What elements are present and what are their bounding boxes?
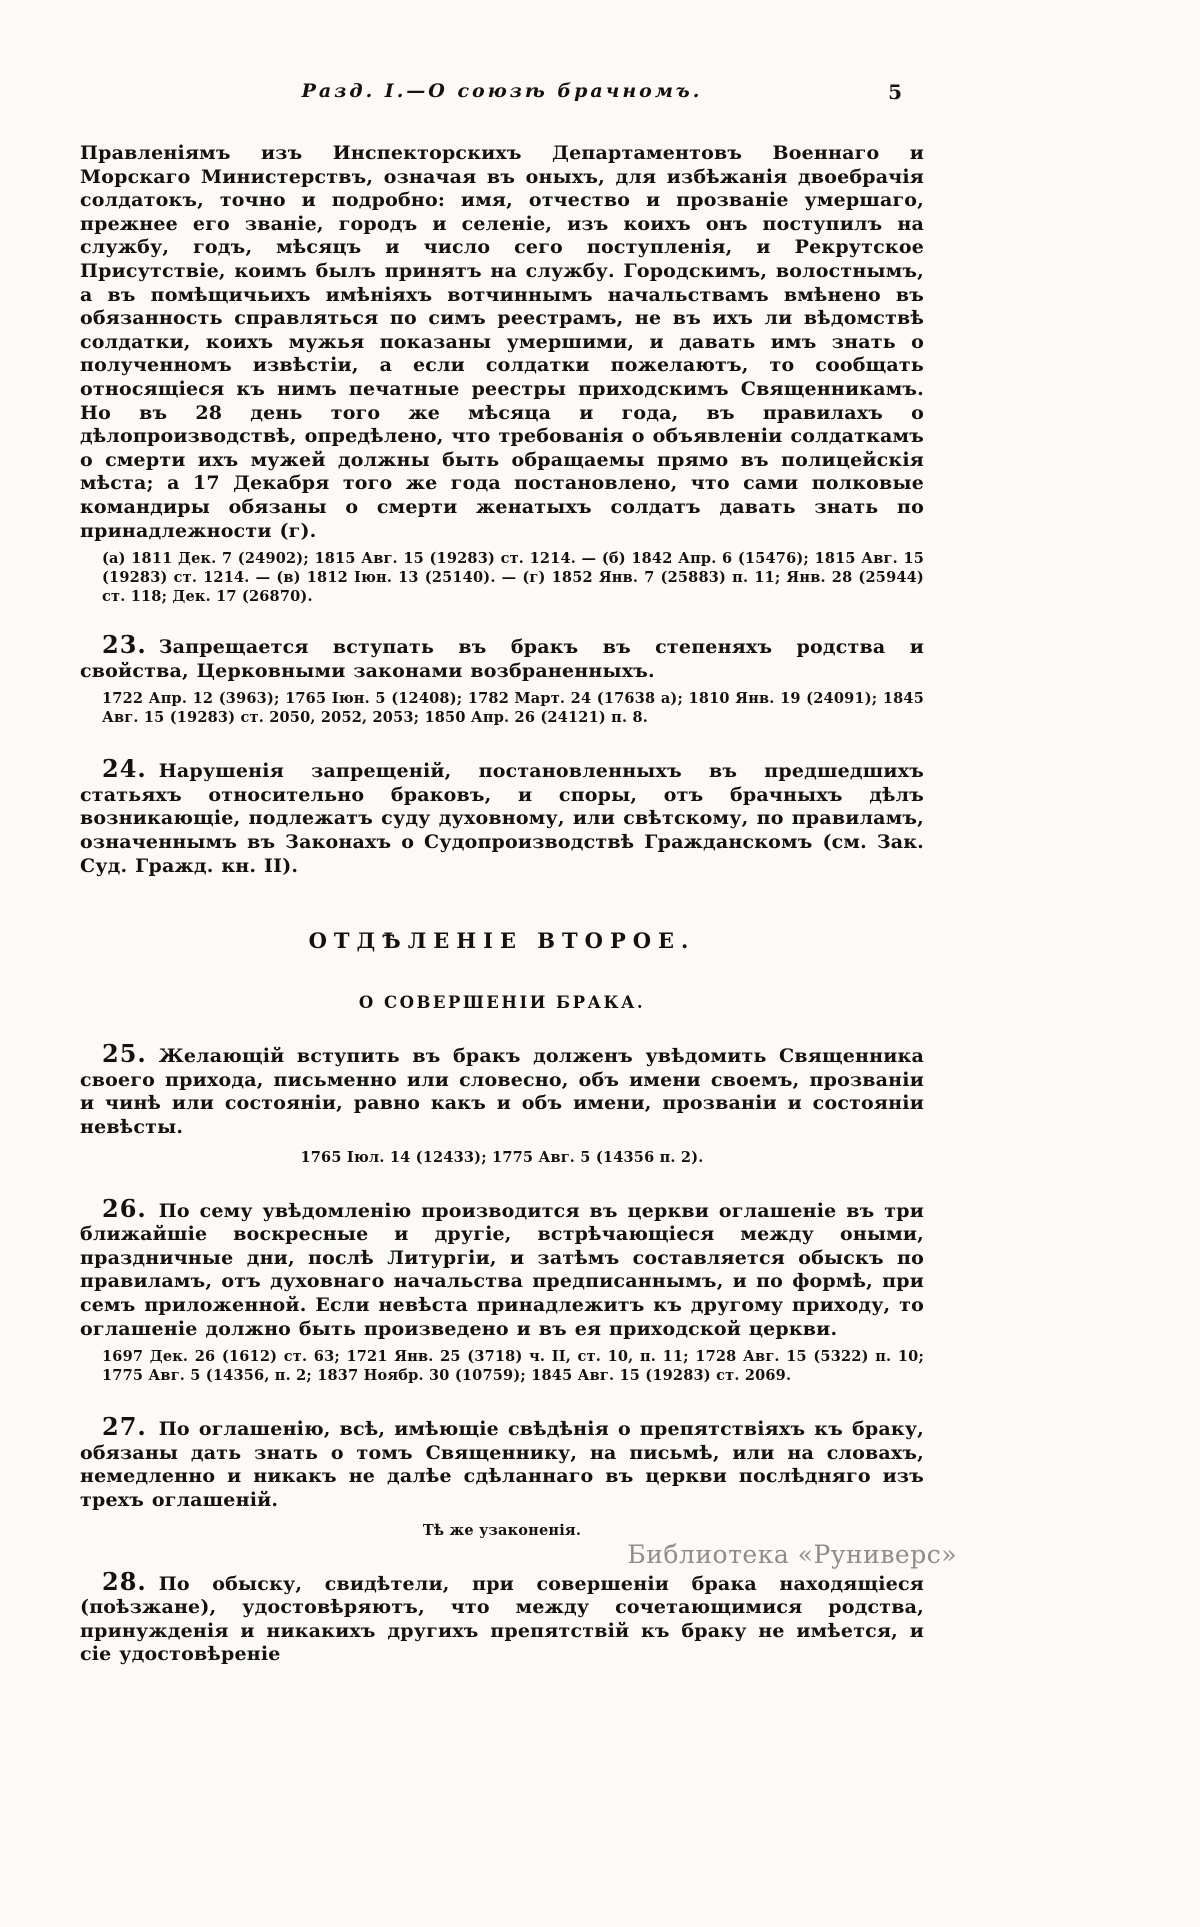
article-24-text: Нарушенія запрещеній, постановленныхъ въ предшедшихъ статьяхъ относительно браковъ, и споры, отъ брачныхъ дѣлъ возникающіе, подлежатъ суду духовному, или свѣтскому, по правиламъ, означеннымъ въ Законахъ о Судопроизводствѣ Гражданскомъ (см. Зак. Суд. Гражд. кн. II). [80, 760, 924, 877]
article-25 [80, 1039, 924, 1139]
article-23 [80, 630, 924, 683]
footnote-article-23: 1722 Апр. 12 (3963); 1765 Іюн. 5 (12408); 1782 Март. 24 (17638 а); 1810 Янв. 19 (24091); 1845 Авг. 15 (19283) ст. 2050, 2052, 2053; 1850 Апр. 26 (24121) п. 8. [102, 690, 924, 727]
footnote-article-27: Тѣ же узаконенія. [422, 1521, 582, 1539]
article-26-number: 26. [102, 1193, 147, 1223]
page-header [80, 80, 924, 102]
article-24 [80, 754, 924, 878]
running-title: Разд. I.—О союзѣ брачномъ. [301, 80, 703, 102]
article-25-text: Желающій вступить въ бракъ долженъ увѣдомить Священника своего прихода, письменно или словесно, объ имени своемъ, прозваніи и чинѣ или состояніи, равно какъ и объ имени, прозваніи и состояніи невѣсты. [80, 1045, 924, 1139]
section-subheading: О СОВЕРШЕНІИ БРАКА. [358, 993, 646, 1013]
page-number: 5 [888, 80, 902, 104]
article-28-number: 28. [102, 1566, 147, 1596]
footnote-intro: (а) 1811 Дек. 7 (24902); 1815 Авг. 15 (19283) ст. 1214. — (б) 1842 Апр. 6 (15476); 1815 Авг. 15 (19283) ст. 1214. — (в) 1812 Іюн. 13 (25140). — (г) 1852 Янв. 7 (25883) п. 11; Янв. 28 (25944) ст. 118; Дек. 17 (26870). [102, 550, 924, 606]
page-content [80, 80, 924, 1667]
article-24-number: 24. [102, 754, 147, 784]
footnote-article-26: 1697 Дек. 26 (1612) ст. 63; 1721 Янв. 25 (3718) ч. II, ст. 10, п. 11; 1728 Авг. 15 (5322) п. 10; 1775 Авг. 5 (14356, п. 2; 1837 Ноябр. 30 (10759); 1845 Авг. 15 (19283) ст. 2069. [102, 1348, 924, 1385]
article-28 [80, 1566, 924, 1667]
article-27 [80, 1412, 924, 1512]
article-28-text: По обыску, свидѣтели, при совершеніи брака находящіеся (поѣзжане), удостовѣряютъ, что между сочетающимися родства, принужденія и никакихъ другихъ препятствій къ браку не имѣется, и сіе удостовѣреніе [80, 1572, 924, 1666]
article-23-text: Запрещается вступать въ бракъ въ степеняхъ родства и свойства, Церковными законами возбраненныхъ. [80, 636, 924, 682]
article-25-number: 25. [102, 1039, 147, 1069]
watermark-library: Библиотека «Руниверс» [627, 1540, 957, 1569]
article-23-number: 23. [102, 630, 147, 660]
article-27-number: 27. [102, 1412, 147, 1442]
footnote-article-25: 1765 Іюл. 14 (12433); 1775 Авг. 5 (14356 п. 2). [300, 1148, 704, 1166]
article-26 [80, 1193, 924, 1342]
article-27-text: По оглашенію, всѣ, имѣющіе свѣдѣнія о препятствіяхъ къ браку, обязаны дать знать о томъ Священнику, на письмѣ, или на словахъ, немедленно и никакъ не далѣе сдѣланнаго въ церкви послѣдняго изъ трехъ оглашеній. [80, 1418, 924, 1511]
section-heading: ОТДѢЛЕНІЕ ВТОРОЕ. [308, 928, 696, 954]
article-26-text: По сему увѣдомленію производится въ церкви оглашеніе въ три ближайшіе воскресные и другіе, встрѣчающіеся между оными, праздничные дни, послѣ Литургіи, и затѣмъ составляется обыскъ по правиламъ, отъ духовнаго начальства предписаннымъ, и по формѣ, при семъ приложенной. Если невѣста принадлежитъ къ другому приходу, то оглашеніе должно быть произведено и въ ея приходской церкви. [80, 1199, 924, 1340]
paragraph-intro: Правленіямъ изъ Инспекторскихъ Департаментовъ Военнаго и Морскаго Министерствъ, означая въ оныхъ, для избѣжанія двоебрачія солдатокъ, точно и подробно: имя, отчество и прозваніе умершаго, прежнее его званіе, городъ и селеніе, изъ коихъ онъ поступилъ на службу, годъ, мѣсяцъ и число сего поступленія, и Рекрутское Присутствіе, коимъ былъ принятъ на службу. Городскимъ, волостнымъ, а въ помѣщичьихъ имѣніяхъ вотчиннымъ начальствамъ вмѣнено въ обязанность справляться по симъ реестрамъ, не въ ихъ ли вѣдомствѣ солдатки, коихъ мужья показаны умершими, и давать имъ знать о полученномъ извѣстіи, а если солдатки пожелаютъ, то сообщать относящіеся къ нимъ печатные реестры приходскимъ Священникамъ. Но въ 28 день того же мѣсяца и года, въ правилахъ о дѣлопроизводствѣ, опредѣлено, что требованія о объявленіи солдаткамъ о смерти ихъ мужей должны быть обращаемы прямо въ полицейскія мѣста; а 17 Декабря того же года постановлено, что сами полковые командиры обязаны о смерти женатыхъ солдатъ давать знать по принадлежности (г). [80, 142, 924, 542]
